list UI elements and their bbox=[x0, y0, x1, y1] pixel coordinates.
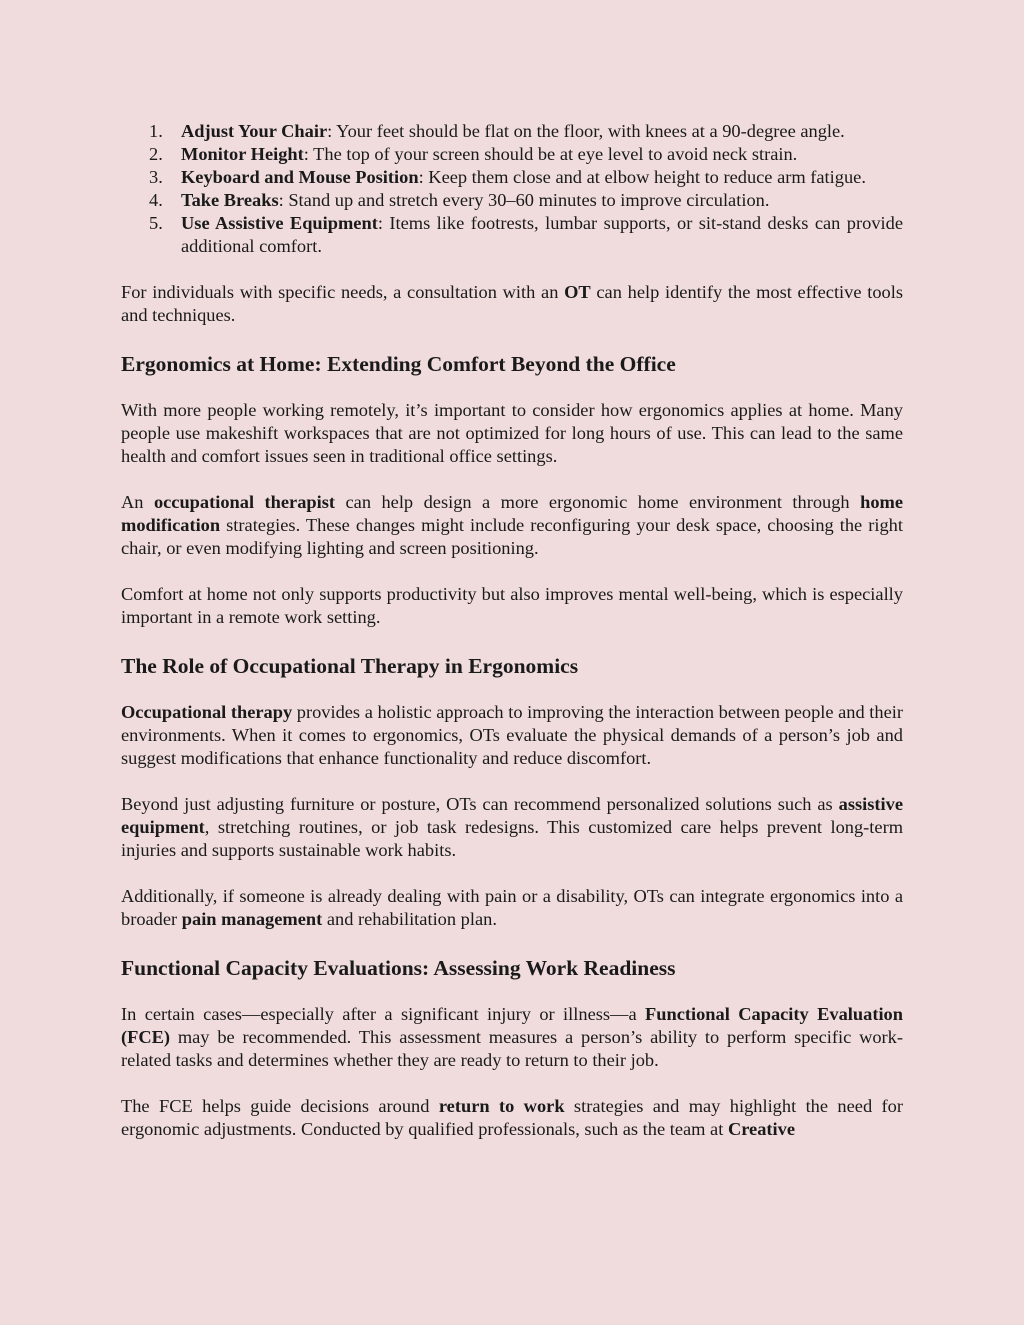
paragraph-remote-work: With more people working remotely, it’s important to consider how ergonomics applies at home. Many people use makeshift workspaces that are not optimized for long hours of use. This can lead to the same health and comfort issues seen in traditional office settings. bbox=[121, 400, 903, 466]
heading-role-of-ot: The Role of Occupational Therapy in Ergonomics bbox=[121, 654, 579, 678]
list-item-title: Take Breaks bbox=[181, 190, 279, 210]
paragraph-pain-management: Additionally, if someone is already dealing with pain or a disability, OTs can integrate ergonomics into a broader pain management and rehabilitation plan. bbox=[121, 886, 903, 929]
paragraph-return-to-work: The FCE helps guide decisions around return to work strategies and may highlight the need for ergonomic adjustments. Conducted by qualified professionals, such as the team at Creative bbox=[121, 1096, 903, 1139]
list-item-title: Adjust Your Chair bbox=[181, 121, 328, 141]
heading-fce: Functional Capacity Evaluations: Assessing Work Readiness bbox=[121, 956, 676, 980]
paragraph-ot-consultation: For individuals with specific needs, a consultation with an OT can help identify the most effective tools and techniques. bbox=[121, 282, 903, 325]
list-item bbox=[121, 143, 903, 166]
paragraph-comfort-at-home: Comfort at home not only supports productivity but also improves mental well-being, which is especially important in a remote work setting. bbox=[121, 584, 903, 627]
list-item-title: Keyboard and Mouse Position bbox=[181, 167, 419, 187]
heading-ergonomics-at-home: Ergonomics at Home: Extending Comfort Beyond the Office bbox=[121, 352, 676, 376]
list-item bbox=[121, 166, 903, 189]
list-number: 1. bbox=[149, 121, 163, 141]
list-item-text: : The top of your screen should be at eye level to avoid neck strain. bbox=[303, 144, 798, 164]
list-item bbox=[121, 212, 903, 258]
list-item-title: Use Assistive Equipment bbox=[181, 213, 378, 233]
list-item-text: : Keep them close and at elbow height to reduce arm fatigue. bbox=[418, 167, 866, 187]
paragraph-personalized-solutions: Beyond just adjusting furniture or posture, OTs can recommend personalized solutions such as assistive equipment, stretching routines, or job task redesigns. This customized care helps prevent long-term injuries and supports sustainable work habits. bbox=[121, 794, 903, 860]
list-item-text: : Items like footrests, lumbar supports, or sit-stand desks can provide additional comfort. bbox=[181, 213, 903, 256]
list-item bbox=[121, 120, 903, 143]
paragraph-home-modification: An occupational therapist can help design a more ergonomic home environment through home modification strategies. These changes might include reconfiguring your desk space, choosing the right chair, or even modifying lighting and screen positioning. bbox=[121, 492, 903, 558]
list-number: 4. bbox=[149, 190, 163, 210]
list-item-text: : Stand up and stretch every 30–60 minutes to improve circulation. bbox=[278, 190, 770, 210]
list-number: 2. bbox=[149, 144, 163, 164]
ergonomics-tips-list bbox=[121, 120, 903, 258]
paragraph-holistic-approach: Occupational therapy provides a holistic approach to improving the interaction between people and their environments. When it comes to ergonomics, OTs evaluate the physical demands of a person’s job and suggest modifications that enhance functionality and reduce discomfort. bbox=[121, 702, 904, 768]
list-number: 5. bbox=[149, 213, 163, 233]
list-number: 3. bbox=[149, 167, 163, 187]
list-item-text: : Your feet should be flat on the floor, with knees at a 90-degree angle. bbox=[327, 121, 845, 141]
list-item-title: Monitor Height bbox=[181, 144, 304, 164]
paragraph-fce-intro: In certain cases—especially after a significant injury or illness—a Functional Capacity Evaluation (FCE) may be recommended. This assessment measures a person’s ability to perform specific work-related tasks and determines whether they are ready to return to their job. bbox=[121, 1004, 903, 1070]
list-item bbox=[121, 189, 903, 212]
